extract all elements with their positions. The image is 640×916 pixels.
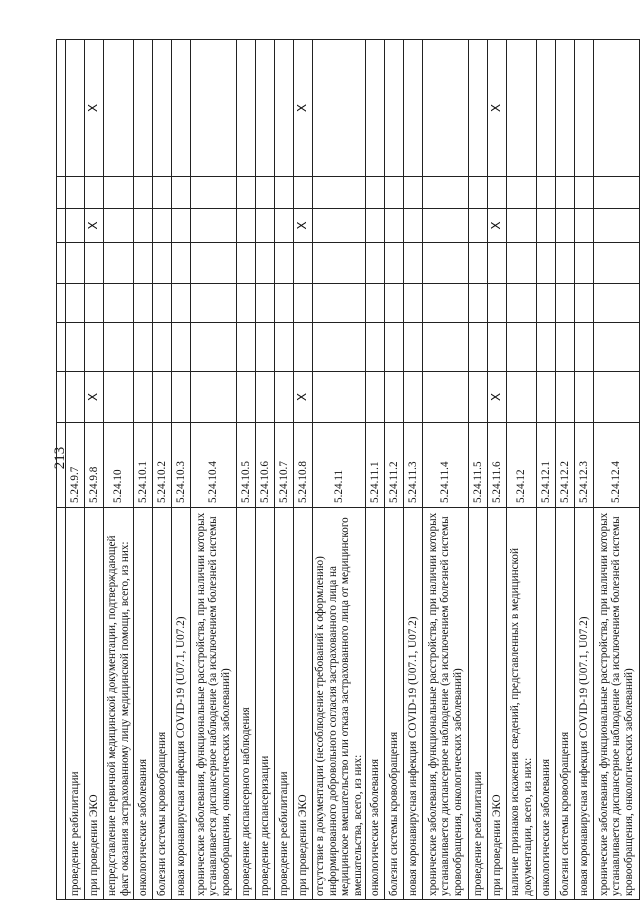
mark-cell [66,243,85,284]
mark-cell [556,372,575,423]
mark-cell: X [85,372,104,423]
table-row [575,40,594,900]
row-name-cell: онкологические заболевания [537,508,556,900]
mark-cell [556,243,575,284]
mark-cell [594,40,640,177]
table-row [366,40,385,900]
mark-cell [594,372,640,423]
mark-cell [507,284,537,323]
mark-cell [488,243,507,284]
row-name-cell: болезни системы кровообращения [153,508,172,900]
mark-cell: X [294,40,313,177]
mark-cell [575,177,594,209]
mark-cell [275,40,294,177]
mark-cell [469,323,488,372]
mark-cell [66,284,85,323]
mark-cell [313,323,366,372]
row-name-cell: проведение реабилитации [66,508,85,900]
mark-cell [507,209,537,243]
mark-cell [85,243,104,284]
mark-cell [423,284,469,323]
mark-cell [469,177,488,209]
mark-cell [275,243,294,284]
mark-cell [191,284,237,323]
mark-cell [385,177,404,209]
mark-cell [134,372,153,423]
row-name-cell: проведение реабилитации [469,508,488,900]
mark-cell [366,209,385,243]
mark-cell [594,323,640,372]
mark-cell [85,323,104,372]
mark-cell [275,177,294,209]
mark-cell: X [488,372,507,423]
mark-cell [423,209,469,243]
mark-cell [366,284,385,323]
page-number: 213 [51,446,68,470]
row-name-cell: проведение диспансеризации [256,508,275,900]
row-name-cell: проведение диспансерного наблюдения [237,508,256,900]
mark-cell [237,40,256,177]
mark-cell [85,177,104,209]
row-code-cell: 5.24.11.1 [366,423,385,508]
table-row [153,40,172,900]
mark-cell [153,40,172,177]
mark-cell [172,209,191,243]
mark-cell [191,40,237,177]
mark-cell [366,372,385,423]
row-code-cell: 5.24.9.7 [66,423,85,508]
mark-cell [537,323,556,372]
row-code-cell: 5.24.10.7 [275,423,294,508]
row-name-cell: отсутствие в документации (несоблюдение требований к оформлению) информированного добровольного согласия застрахованного лица на медицинское вмешательство или отказа застрахованного лица от медицинского вмешательства, всего, из них: [313,508,366,900]
mark-cell [172,372,191,423]
mark-cell [385,40,404,177]
row-name-cell: новая коронавирусная инфекция COVID-19 (U07.1, U07.2) [404,508,423,900]
mark-cell [488,177,507,209]
mark-cell [237,372,256,423]
table-row [294,40,313,900]
row-code-cell: 5.24.12.4 [594,423,640,508]
mark-cell [556,323,575,372]
row-code-cell: 5.24.10.8 [294,423,313,508]
mark-cell [256,372,275,423]
mark-cell [66,372,85,423]
mark-cell [385,243,404,284]
mark-cell [294,323,313,372]
mark-cell [423,40,469,177]
row-name-cell: новая коронавирусная инфекция COVID-19 (U07.1, U07.2) [575,508,594,900]
table-body [66,40,640,900]
mark-cell [153,284,172,323]
mark-cell [575,209,594,243]
mark-cell [507,372,537,423]
mark-cell [385,372,404,423]
table-row [488,40,507,900]
mark-cell [423,177,469,209]
row-code-cell: 5.24.10.2 [153,423,172,508]
table-row [85,40,104,900]
mark-cell: X [488,209,507,243]
row-name-cell: при проведении ЭКО [85,508,104,900]
row-code-cell: 5.24.10.3 [172,423,191,508]
table-row [66,40,85,900]
mark-cell [404,209,423,243]
mark-cell [488,284,507,323]
mark-cell: X [85,209,104,243]
row-name-cell: при проведении ЭКО [488,508,507,900]
row-code-cell: 5.24.9.8 [85,423,104,508]
mark-cell [134,177,153,209]
mark-cell [191,372,237,423]
row-code-cell: 5.24.10 [104,423,134,508]
row-code-cell: 5.24.11.5 [469,423,488,508]
row-code-cell: 5.24.11.4 [423,423,469,508]
table-row [385,40,404,900]
mark-cell [153,209,172,243]
row-name-cell: хронические заболевания, функциональные расстройства, при наличии которых устанавливается диспансерное наблюдение (за исключением болезней системы кровообращения, онкологических заболеваний) [423,508,469,900]
mark-cell [404,40,423,177]
table-row [537,40,556,900]
mark-cell [575,284,594,323]
mark-cell [153,372,172,423]
mark-cell [404,243,423,284]
mark-cell [575,243,594,284]
mark-cell [104,243,134,284]
mark-cell [313,284,366,323]
mark-cell [191,177,237,209]
row-name-cell: при проведении ЭКО [294,508,313,900]
mark-cell [537,372,556,423]
table-row [423,40,469,900]
mark-cell [66,209,85,243]
mark-cell [191,209,237,243]
mark-cell [256,209,275,243]
mark-cell [191,323,237,372]
row-code-cell: 5.24.12.2 [556,423,575,508]
mark-cell [172,177,191,209]
mark-cell [537,209,556,243]
row-name-cell: болезни системы кровообращения [385,508,404,900]
mark-cell [385,323,404,372]
row-name-cell: новая коронавирусная инфекция COVID-19 (U07.1, U07.2) [172,508,191,900]
mark-cell [404,372,423,423]
mark-cell [469,243,488,284]
mark-cell [294,284,313,323]
table-row [556,40,575,900]
row-name-cell: болезни системы кровообращения [556,508,575,900]
mark-cell [104,40,134,177]
row-name-cell: проведение реабилитации [275,508,294,900]
mark-cell [537,177,556,209]
mark-cell [172,243,191,284]
mark-cell [172,40,191,177]
mark-cell [556,40,575,177]
mark-cell [575,372,594,423]
table-row [275,40,294,900]
mark-cell [594,177,640,209]
mark-cell [134,284,153,323]
mark-cell [537,40,556,177]
mark-cell: X [294,209,313,243]
mark-cell [423,372,469,423]
mark-cell [423,243,469,284]
table-row [507,40,537,900]
mark-cell [507,323,537,372]
mark-cell [153,323,172,372]
row-name-cell: хронические заболевания, функциональные расстройства, при наличии которых устанавливается диспансерное наблюдение (за исключением болезней системы кровообращения, онкологических заболеваний) [594,508,640,900]
table-row [172,40,191,900]
mark-cell [575,323,594,372]
row-code-cell: 5.24.11.2 [385,423,404,508]
mark-cell [313,243,366,284]
mark-cell [153,177,172,209]
mark-cell [313,372,366,423]
mark-cell [556,284,575,323]
mark-cell [237,323,256,372]
mark-cell [366,243,385,284]
mark-cell [237,243,256,284]
mark-cell [66,323,85,372]
row-name-cell: онкологические заболевания [134,508,153,900]
row-code-cell: 5.24.12 [507,423,537,508]
row-name-cell: наличие признаков искажения сведений, представленных в медицинской документации, всего, из них: [507,508,537,900]
mark-cell [191,243,237,284]
row-name-cell: непредставление первичной медицинской документации, подтверждающей факт оказания застрахованному лицу медицинской помощи, всего, из них: [104,508,134,900]
mark-cell [366,177,385,209]
mark-cell [488,323,507,372]
mark-cell [469,209,488,243]
mark-cell [134,323,153,372]
mark-cell [104,177,134,209]
mark-cell [507,40,537,177]
mark-cell [104,209,134,243]
mark-cell [313,209,366,243]
mark-cell [104,284,134,323]
mark-cell: X [488,40,507,177]
mark-cell [104,323,134,372]
table-row [237,40,256,900]
row-code-cell: 5.24.10.1 [134,423,153,508]
mark-cell [385,209,404,243]
mark-cell [469,40,488,177]
mark-cell [256,323,275,372]
mark-cell [275,284,294,323]
mark-cell [104,372,134,423]
row-code-cell: 5.24.11.3 [404,423,423,508]
mark-cell [275,323,294,372]
mark-cell [507,243,537,284]
mark-cell [385,284,404,323]
mark-cell [66,40,85,177]
mark-cell [134,40,153,177]
row-name-cell: хронические заболевания, функциональные расстройства, при наличии которых устанавливается диспансерное наблюдение (за исключением болезней системы кровообращения, онкологических заболеваний) [191,508,237,900]
mark-cell [294,243,313,284]
mark-cell [556,177,575,209]
mark-cell [537,243,556,284]
mark-cell [469,284,488,323]
mark-cell [172,323,191,372]
mark-cell [366,40,385,177]
report-table [56,39,640,900]
row-code-cell: 5.24.12.3 [575,423,594,508]
mark-cell: X [294,372,313,423]
table-row [256,40,275,900]
mark-cell [469,372,488,423]
mark-cell [423,323,469,372]
table-row [104,40,134,900]
row-code-cell: 5.24.10.5 [237,423,256,508]
document-table-area [56,40,635,900]
table-row [404,40,423,900]
mark-cell [66,177,85,209]
rotated-table-container [56,40,635,900]
mark-cell [85,284,104,323]
table-row [191,40,237,900]
mark-cell [153,243,172,284]
mark-cell [172,284,191,323]
mark-cell [294,177,313,209]
mark-cell [237,209,256,243]
mark-cell [134,243,153,284]
mark-cell [594,209,640,243]
table-row [134,40,153,900]
mark-cell [594,243,640,284]
mark-cell [237,177,256,209]
mark-cell [594,284,640,323]
row-code-cell: 5.24.12.1 [537,423,556,508]
mark-cell [275,372,294,423]
mark-cell [556,209,575,243]
row-code-cell: 5.24.11.6 [488,423,507,508]
table-row [469,40,488,900]
mark-cell [404,177,423,209]
mark-cell [507,177,537,209]
mark-cell [256,243,275,284]
table-top-edge-row [57,40,66,900]
mark-cell [275,209,294,243]
mark-cell [256,40,275,177]
row-code-cell: 5.24.11 [313,423,366,508]
mark-cell [237,284,256,323]
mark-cell [256,177,275,209]
mark-cell [366,323,385,372]
row-code-cell: 5.24.10.4 [191,423,237,508]
mark-cell [404,323,423,372]
mark-cell: X [85,40,104,177]
table-row [313,40,366,900]
mark-cell [134,209,153,243]
mark-cell [256,284,275,323]
row-code-cell: 5.24.10.6 [256,423,275,508]
row-name-cell: онкологические заболевания [366,508,385,900]
mark-cell [313,177,366,209]
mark-cell [537,284,556,323]
mark-cell [575,40,594,177]
mark-cell [313,40,366,177]
table-row [594,40,640,900]
mark-cell [404,284,423,323]
